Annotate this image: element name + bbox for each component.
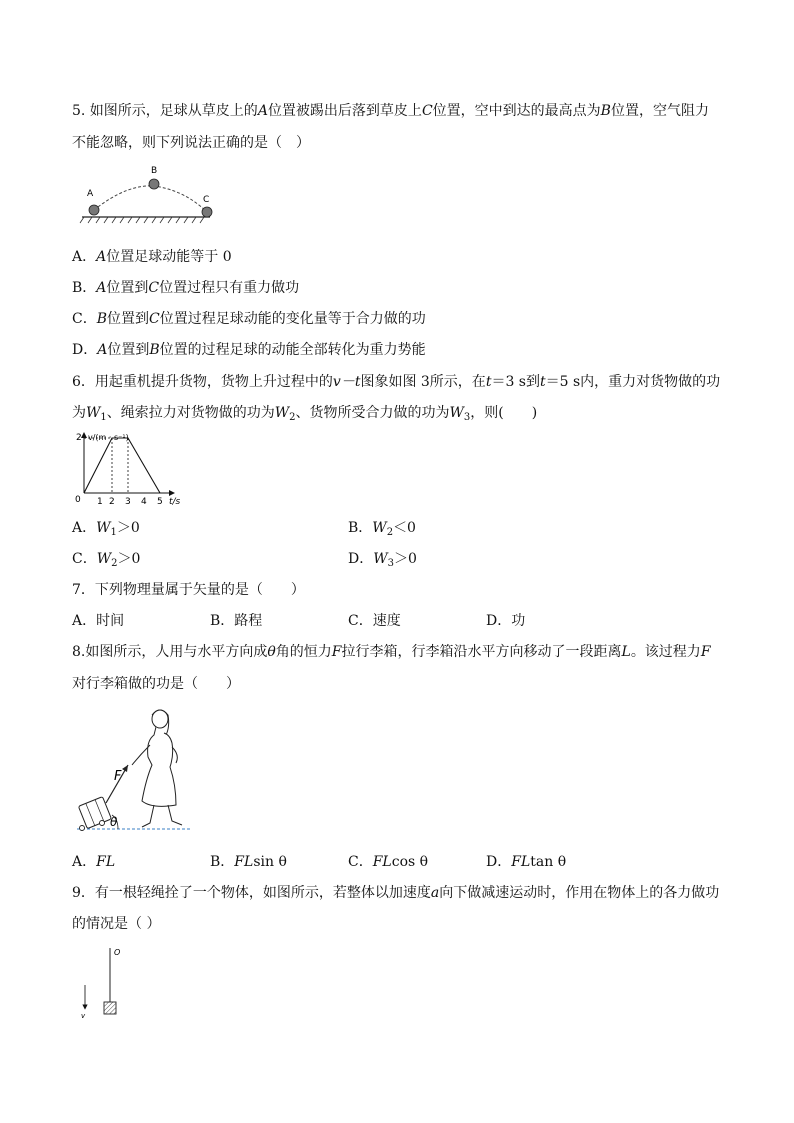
var: W — [96, 520, 111, 536]
var: F — [700, 644, 711, 660]
text: 向下做减速运动时，作用在物体上的各力做功 — [439, 885, 720, 901]
var: W — [449, 405, 464, 421]
var: A — [96, 280, 107, 296]
text: 、绳索拉力对货物做的功为 — [106, 405, 275, 421]
force-label: F — [114, 769, 122, 784]
woman — [132, 710, 182, 827]
x-tick-3: 3 — [125, 497, 131, 507]
text: D． — [72, 342, 98, 358]
wheel — [80, 826, 85, 831]
q5-stem-line2: 不能忽略，则下列说法正确的是（ ） — [72, 135, 310, 151]
var: FL — [96, 854, 116, 870]
q6-option-b[interactable] — [348, 518, 416, 538]
sub: 3 — [463, 412, 471, 423]
text: 、货物所受合力做的功为 — [295, 405, 450, 421]
text: 图象如图 3所示，在 — [360, 374, 486, 390]
ball-b — [149, 179, 159, 189]
q6-stem-line1 — [72, 372, 720, 392]
text: ，则( ) — [470, 405, 538, 421]
var: W — [373, 551, 388, 567]
var: θ — [267, 644, 276, 660]
text: 9．有一根轻绳拴了一个物体，如图所示，若整体以加速度 — [72, 885, 431, 901]
q5-option-d[interactable] — [72, 340, 426, 360]
var: B — [600, 103, 611, 119]
x-tick-1: 1 — [97, 497, 103, 507]
q8-option-d[interactable] — [486, 852, 566, 872]
text: 位置，空中到达的最高点为 — [432, 103, 601, 119]
q8-stem-line2: 对行李箱做的功是（ ） — [72, 676, 240, 692]
var: A — [96, 249, 107, 265]
text: ＞0 — [116, 520, 140, 536]
var: A — [97, 342, 108, 358]
text: ＞0 — [117, 551, 141, 567]
q8-option-a[interactable] — [72, 852, 115, 872]
var: a — [430, 885, 440, 901]
text: D． — [486, 854, 512, 870]
var: C — [148, 280, 160, 296]
text: sin θ — [253, 854, 287, 870]
x-tick-2: 2 — [109, 497, 115, 507]
x-tick-4: 4 — [141, 497, 147, 507]
var: W — [86, 405, 101, 421]
q5-option-b[interactable] — [72, 278, 299, 298]
q7-stem: 7．下列物理量属于矢量的是（ ） — [72, 582, 305, 598]
var: v－t — [332, 374, 361, 390]
sub: 1 — [110, 527, 117, 538]
var: F — [331, 644, 342, 660]
text: 位置过程足球动能的变化量等于合力做的功 — [159, 311, 426, 327]
label-b: B — [151, 166, 158, 176]
label-c: C — [203, 195, 210, 205]
sub: 2 — [289, 412, 296, 423]
text: D． — [348, 551, 374, 567]
ball-a — [89, 205, 99, 215]
text: ＝5 s内，重力对货物做的功 — [545, 374, 721, 390]
text: C． — [348, 854, 373, 870]
text: 拉行李箱，行李箱沿水平方向移动了一段距离 — [341, 644, 622, 660]
origin-label: 0 — [75, 495, 81, 505]
var: t — [485, 374, 492, 390]
q9-stem-line2: 的情况是（ ） — [72, 916, 161, 932]
text: 6．用起重机提升货物，货物上升过程中的 — [72, 374, 333, 390]
q5-option-a[interactable] — [72, 247, 232, 267]
q5-option-c[interactable] — [72, 309, 426, 329]
text: A． — [72, 854, 97, 870]
text: 位置到 — [107, 342, 150, 358]
text: 5. 如图所示，足球从草皮上的 — [72, 103, 258, 119]
q7-option-c[interactable]: C．速度 — [348, 613, 401, 629]
text: 位置被踢出后落到草皮上 — [267, 103, 422, 119]
q7-option-b[interactable]: B．路程 — [210, 613, 263, 629]
q9-stem-line1 — [72, 883, 719, 903]
text: 为 — [72, 405, 86, 421]
text: ＞0 — [394, 551, 417, 567]
text: 8.如图所示，人用与水平方向成 — [72, 644, 268, 660]
text: 位置，空气阻力 — [610, 103, 709, 119]
sub: 2 — [386, 527, 394, 538]
text: ＝3 s到 — [491, 374, 540, 390]
sub: 2 — [111, 558, 118, 569]
text: cos θ — [391, 854, 429, 870]
q6-stem-line2 — [72, 403, 537, 423]
var: FL — [234, 854, 254, 870]
var: B — [149, 342, 160, 358]
q6-option-c[interactable] — [72, 549, 140, 569]
q7-option-a[interactable]: A．时间 — [72, 613, 125, 629]
text: 位置的过程足球的动能全部转化为重力势能 — [159, 342, 426, 358]
text: ＜0 — [393, 520, 416, 536]
var: L — [621, 644, 631, 660]
var: t — [540, 374, 546, 390]
q8-stem-line1 — [72, 642, 711, 662]
angle-label: θ — [110, 815, 118, 829]
q8-option-c[interactable] — [348, 852, 428, 872]
x-axis-label: t/s — [169, 497, 181, 507]
text: B． — [348, 520, 373, 536]
text: 位置到 — [106, 280, 149, 296]
q7-option-d[interactable]: D．功 — [486, 613, 526, 629]
var: W — [96, 551, 112, 567]
var: B — [96, 311, 108, 327]
var: FL — [511, 854, 531, 870]
q8-option-b[interactable] — [210, 852, 287, 872]
var: C — [421, 103, 433, 119]
text: 位置到 — [107, 311, 150, 327]
text: 位置过程只有重力做功 — [159, 280, 300, 296]
text: B． — [72, 280, 97, 296]
text: A． — [72, 520, 97, 536]
text: tan θ — [530, 854, 567, 870]
label-o: O — [114, 948, 121, 957]
label-a: A — [87, 189, 94, 199]
var: W — [274, 405, 290, 421]
var: A — [257, 103, 268, 119]
y-axis-label: v/(m · s⁻¹) — [88, 433, 129, 442]
text: 位置足球动能等于 0 — [106, 249, 232, 265]
q9-rope-figure — [72, 945, 142, 1020]
block — [104, 1002, 116, 1014]
q6-vt-graph — [72, 430, 192, 508]
ball-c — [202, 207, 212, 217]
q6-option-d[interactable] — [348, 549, 417, 569]
q8-suitcase-figure — [72, 705, 197, 835]
x-tick-5: 5 — [157, 497, 163, 507]
text: B． — [210, 854, 235, 870]
y-tick-2: 2 — [76, 433, 82, 443]
q5-stem-line1 — [72, 101, 709, 121]
q5-soccer-figure — [72, 162, 222, 232]
sub: 3 — [387, 558, 394, 569]
var: C — [149, 311, 160, 327]
text: C． — [72, 551, 97, 567]
text: C． — [72, 311, 97, 327]
label-v: v — [81, 1012, 86, 1020]
text: 角的恒力 — [275, 644, 332, 660]
text: A． — [72, 249, 97, 265]
q6-option-a[interactable] — [72, 518, 140, 538]
var: W — [372, 520, 387, 536]
wheel — [100, 821, 105, 826]
var: FL — [372, 854, 392, 870]
sub: 1 — [100, 412, 107, 423]
text: 。该过程力 — [630, 644, 701, 660]
